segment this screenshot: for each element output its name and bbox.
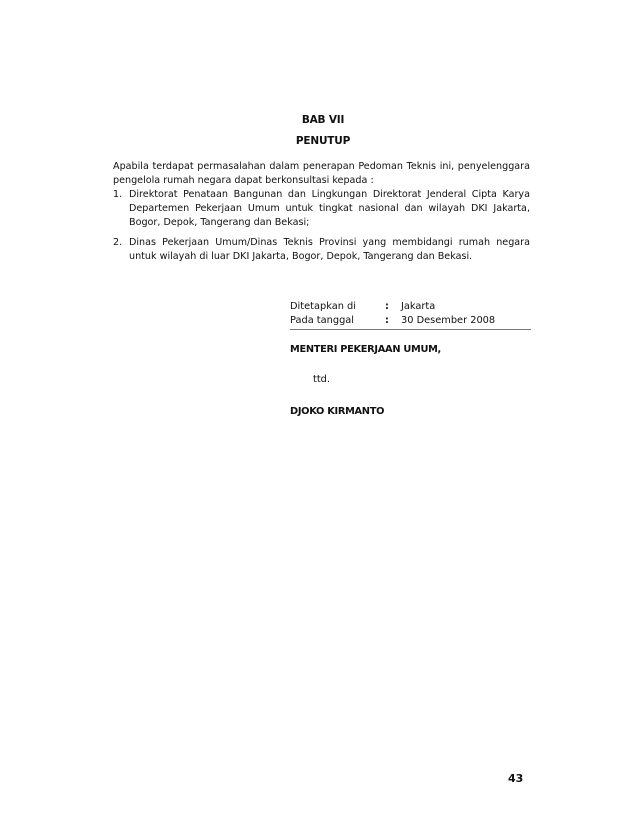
list-item-text: Direktorat Penataan Bangunan dan Lingkungan Direktorat Jenderal Cipta Karya Departemen Pekerjaan Umum untuk tingkat nasional dan wilayah DKI Jakarta, Bogor, Depok, Tangerang dan Bekasi;: [129, 189, 530, 228]
list-item-text: Dinas Pekerjaan Umum/Dinas Teknis Provinsi yang membidangi rumah negara untuk wilayah di luar DKI Jakarta, Bogor, Depok, Tangerang dan Bekasi.: [129, 237, 530, 262]
list-item-number: 2.: [113, 237, 123, 248]
official-title: MENTERI PEKERJAAN UMUM,: [290, 344, 441, 355]
signature-divider: [290, 329, 531, 330]
list-item: [113, 188, 530, 230]
place-value: Jakarta: [401, 301, 436, 312]
chapter-title: PENUTUP: [295, 135, 351, 147]
list-item: [113, 236, 530, 264]
signature-mark: ttd.: [313, 374, 331, 385]
place-label: Ditetapkan di: [290, 301, 356, 312]
date-value: 30 Desember 2008: [401, 315, 496, 326]
place-colon: :: [385, 301, 389, 312]
date-label: Pada tanggal: [290, 315, 355, 326]
official-name: DJOKO KIRMANTO: [290, 406, 385, 417]
date-colon: :: [385, 315, 389, 326]
place-row: [290, 301, 530, 315]
date-row: [290, 315, 530, 329]
page-number: 43: [508, 772, 524, 785]
intro-paragraph: Apabila terdapat permasalahan dalam penerapan Pedoman Teknis ini, penyelenggara pengelola rumah negara dapat berkonsultasi kepada :: [113, 161, 530, 186]
list-item-number: 1.: [113, 189, 123, 200]
chapter-number: BAB VII: [301, 114, 345, 126]
